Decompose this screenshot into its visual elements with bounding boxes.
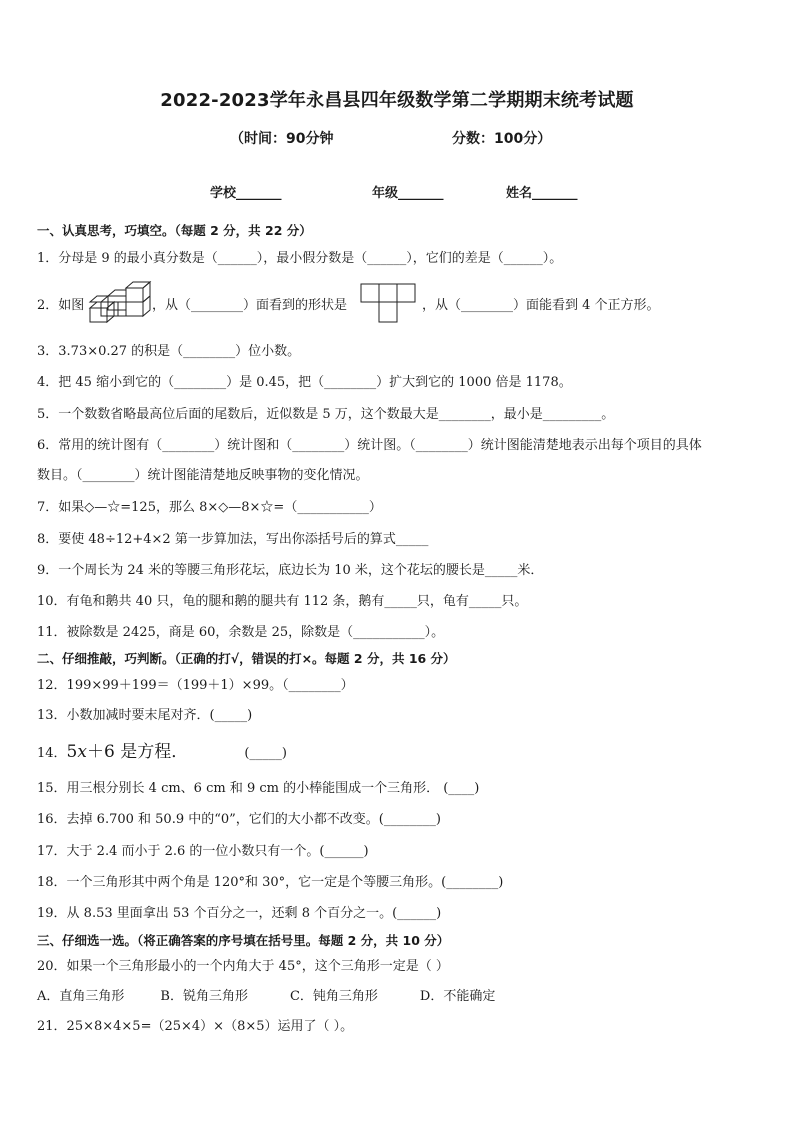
question-12: 12．199×99＋199＝（199＋1）×99。（________） [37, 678, 354, 693]
question-14-number: 14． [37, 746, 67, 761]
exam-score: 分数：100分） [452, 131, 552, 147]
question-2-middle: ，从（________）面看到的形状是 [152, 298, 348, 313]
question-20-stem: 20．如果一个三角形最小的一个内角大于 45°，这个三角形一定是（ ） [37, 959, 449, 974]
question-14 [37, 743, 287, 763]
option-a[interactable]: A．直角三角形 [37, 989, 125, 1004]
question-20-options [37, 988, 495, 1006]
question-19: 19．从 8.53 里面拿出 53 个百分之一，还剩 8 个百分之一。(______) [37, 906, 442, 921]
question-14-variable: x [77, 742, 87, 762]
cube-stack-figure-icon [86, 280, 152, 330]
question-18: 18．一个三角形其中两个角是 120°和 30°，它一定是个等腰三角形。(________) [37, 875, 504, 890]
question-1: 1．分母是 9 的最小真分数是（______），最小假分数是（______），它们的差是（______）。 [37, 251, 563, 266]
exam-time: （时间：90分钟 [230, 131, 334, 147]
question-6-line-2: 数目。（________）统计图能清楚地反映事物的变化情况。 [37, 468, 369, 483]
school-field[interactable]: 学校_______ [210, 186, 282, 201]
section-1-heading: 一、认真思考，巧填空。（每题 2 分，共 22 分） [37, 223, 312, 238]
question-7: 7．如果◇—☆=125，那么 8×◇—8×☆=（___________） [37, 500, 382, 515]
section-2-heading: 二、仔细推敲，巧判断。（正确的打√，错误的打×。每题 2 分，共 16 分） [37, 651, 456, 666]
question-6-line-1: 6．常用的统计图有（________）统计图和（________）统计图。（________）统计图能清楚地表示出每个项目的具体 [37, 438, 702, 453]
question-8: 8．要使 48÷12+4×2 第一步算加法，写出你添括号后的算式_____ [37, 532, 429, 547]
option-d[interactable]: D．不能确定 [419, 989, 496, 1004]
question-4: 4．把 45 缩小到它的（________）是 0.45，把（________）扩大到它的 1000 倍是 1178。 [37, 375, 572, 390]
question-14-blank: (_____) [244, 746, 287, 761]
question-5: 5．一个数数省略最高位后面的尾数后，近似数是 5 万，这个数最大是________，最小是_________。 [37, 407, 615, 422]
view-shape-figure-icon [360, 283, 420, 325]
exam-info [0, 128, 794, 150]
section-3-heading: 三、仔细选一选。（将正确答案的序号填在括号里。每题 2 分，共 10 分） [37, 933, 450, 948]
question-10: 10．有龟和鹅共 40 只，龟的腿和鹅的腿共有 112 条，鹅有_____只，龟有_____只。 [37, 594, 528, 609]
option-b[interactable]: B．锐角三角形 [160, 989, 248, 1004]
question-14-expression: ＋6 是方程． [86, 742, 189, 762]
question-3: 3．3.73×0.27 的积是（________）位小数。 [37, 344, 301, 359]
question-14-coef: 5 [66, 742, 78, 762]
question-2-suffix: ，从（________）面能看到 4 个正方形。 [422, 298, 660, 313]
grade-field[interactable]: 年级_______ [372, 186, 444, 201]
question-15: 15．用三根分别长 4 cm、6 cm 和 9 cm 的小棒能围成一个三角形． (____) [37, 781, 480, 796]
option-c[interactable]: C．钝角三角形 [289, 989, 378, 1004]
question-11: 11．被除数是 2425，商是 60，余数是 25，除数是（___________）。 [37, 625, 445, 640]
question-21: 21．25×8×4×5=（25×4）×（8×5）运用了（ ）。 [37, 1019, 354, 1034]
question-2-prefix: 2．如图 [37, 298, 85, 313]
name-field[interactable]: 姓名_______ [506, 186, 578, 201]
question-13: 13．小数加减时要末尾对齐．(_____) [37, 708, 253, 723]
page-title: 2022-2023学年永昌县四年级数学第二学期期末统考试题 [160, 90, 634, 111]
question-17: 17．大于 2.4 而小于 2.6 的一位小数只有一个。(______) [37, 844, 369, 859]
question-9: 9．一个周长为 24 米的等腰三角形花坛，底边长为 10 米，这个花坛的腰长是_____米． [37, 563, 544, 578]
question-16: 16．去掉 6.700 和 50.9 中的“0”，它们的大小都不改变。(________) [37, 812, 441, 827]
